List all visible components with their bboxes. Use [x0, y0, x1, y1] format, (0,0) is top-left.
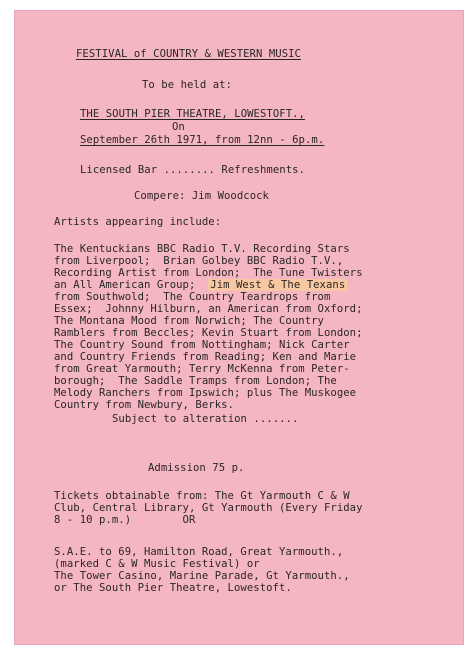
tickets-line: 8 - 10 p.m.) OR — [54, 514, 196, 526]
artists-line: an All American Group; — [54, 279, 209, 291]
tickets-line: Club, Central Library, Gt Yarmouth (Every Friday — [54, 502, 363, 514]
artists-intro: Artists appearing include: — [54, 216, 222, 228]
sae-line: (marked C & W Music Festival) or — [54, 558, 260, 570]
artists-line: from Southwold; The Country Teardrops from — [54, 291, 331, 303]
artists-line-with-highlight — [54, 279, 347, 291]
artists-line: Ramblers from Beccles; Kevin Stuart from London; — [54, 327, 363, 339]
artists-line: Recording Artist from London; The Tune Twisters — [54, 267, 363, 279]
tickets-line: Tickets obtainable from: The Gt Yarmouth C & W — [54, 490, 350, 502]
held-at-text: To be held at: — [142, 79, 232, 91]
flyer-title: FESTIVAL of COUNTRY & WESTERN MUSIC — [76, 48, 301, 60]
subject-to-alteration: Subject to alteration ....... — [112, 413, 299, 425]
artists-line: and Country Friends from Reading; Ken and Marie — [54, 351, 357, 363]
sae-line: The Tower Casino, Marine Parade, Gt Yarmouth., — [54, 570, 350, 582]
artists-line: The Country Sound from Nottingham; Nick Carter — [54, 339, 350, 351]
licensed-bar-text: Licensed Bar ........ Refreshments. — [80, 164, 305, 176]
artists-line: from Great Yarmouth; Terry McKenna from Peter- — [54, 363, 350, 375]
venue-text: THE SOUTH PIER THEATRE, LOWESTOFT., — [80, 108, 305, 120]
compere-text: Compere: Jim Woodcock — [134, 190, 269, 202]
artists-line: The Montana Mood from Norwich; The Country — [54, 315, 324, 327]
admission-text: Admission 75 p. — [148, 462, 245, 474]
on-text: On — [172, 121, 185, 133]
sae-line: or The South Pier Theatre, Lowestoft. — [54, 582, 292, 594]
artists-line: borough; The Saddle Tramps from London; The — [54, 375, 337, 387]
artists-line: from Liverpool; Brian Golbey BBC Radio T.V., — [54, 255, 344, 267]
artists-line: Essex; Johnny Hilburn, an American from Oxford; — [54, 303, 363, 315]
artists-line: Country from Newbury, Berks. — [54, 399, 234, 411]
sae-line: S.A.E. to 69, Hamilton Road, Great Yarmouth., — [54, 546, 344, 558]
date-text: September 26th 1971, from 12nn - 6p.m. — [80, 134, 325, 146]
highlighted-artist: Jim West & The Texans — [210, 279, 346, 291]
artists-line: The Kentuckians BBC Radio T.V. Recording Stars — [54, 243, 350, 255]
artists-line: Melody Ranchers from Ipswich; plus The Muskogee — [54, 387, 357, 399]
